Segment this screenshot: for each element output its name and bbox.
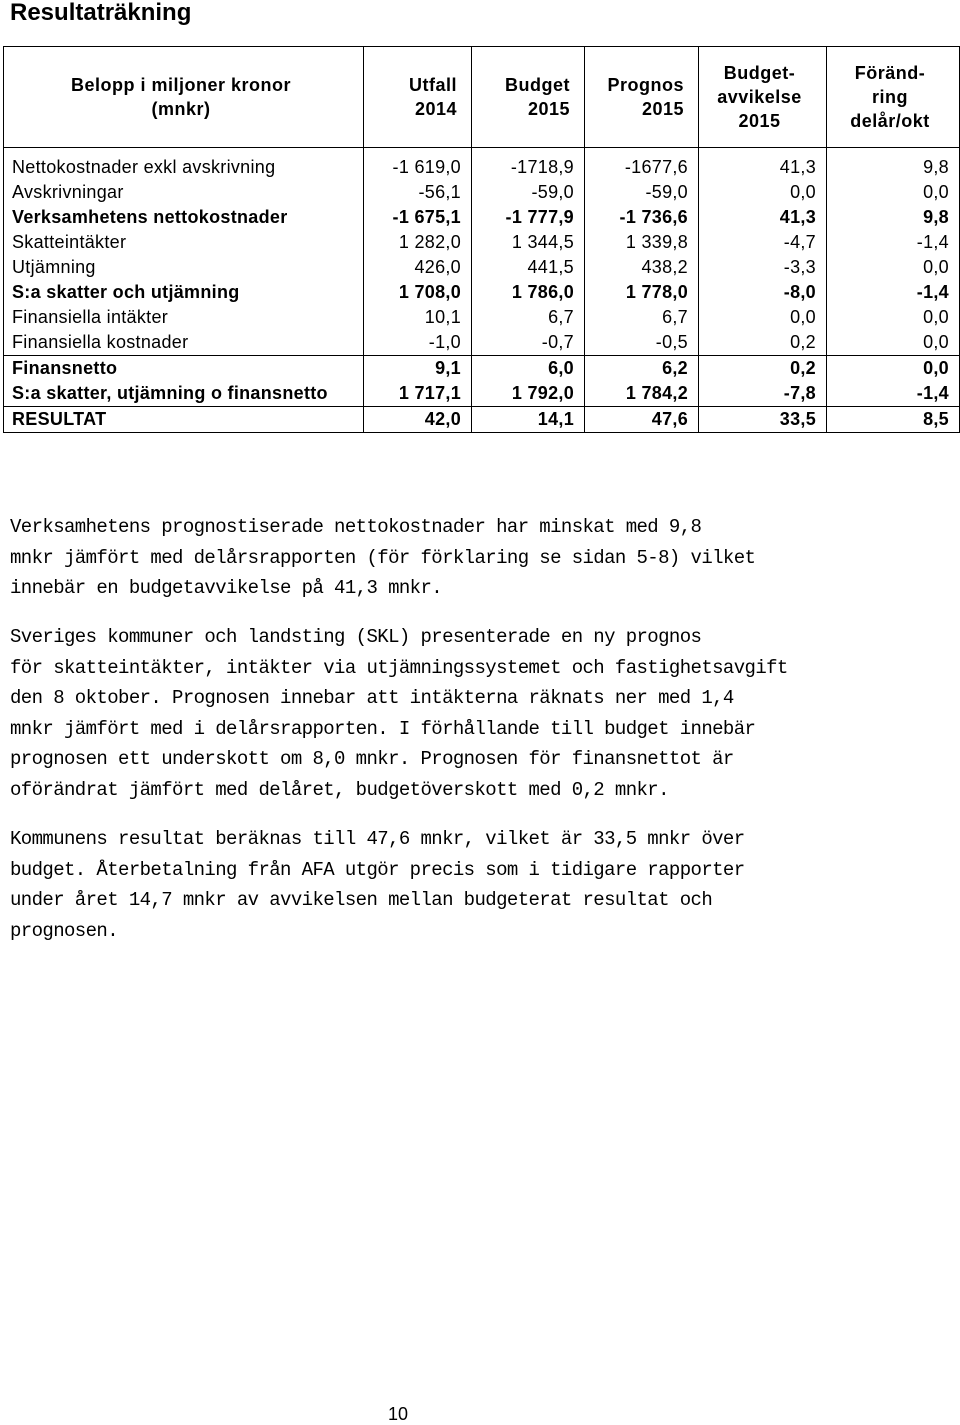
- cell-forandring: -1,4: [827, 381, 960, 407]
- cell-prognos: 438,2: [585, 255, 699, 280]
- cell-budget: 6,7: [472, 305, 585, 330]
- paragraph-line: Kommunens resultat beräknas till 47,6 mnkr, vilket är 33,5 mnkr över: [10, 828, 745, 850]
- header-avvikelse-line: Budget-: [723, 63, 796, 83]
- income-statement-table: [3, 46, 960, 433]
- page-number: 10: [388, 1404, 409, 1424]
- cell-utfall: 426,0: [364, 255, 472, 280]
- header-utfall-line: Utfall: [409, 75, 457, 95]
- paragraph-budget-deviation: [10, 512, 810, 604]
- cell-utfall: -56,1: [364, 180, 472, 205]
- cell-budget: 6,0: [472, 356, 585, 382]
- table-row: [4, 255, 960, 280]
- paragraph-line: prognosen.: [10, 919, 119, 942]
- table-row: [4, 381, 960, 407]
- cell-utfall: 1 708,0: [364, 280, 472, 305]
- cell-prognos: 1 778,0: [585, 280, 699, 305]
- paragraph-line: prognosen ett underskott om 8,0 mnkr. Prognosen för finansnettot är: [10, 748, 734, 770]
- header-utfall-line: 2014: [414, 99, 457, 119]
- paragraph-line: under året 14,7 mnkr av avvikelsen mellan budgeterat resultat och: [10, 889, 713, 911]
- paragraph-line: Verksamhetens prognostiserade nettokostnader har minskat med 9,8: [10, 516, 702, 538]
- header-prognos-line: 2015: [641, 99, 684, 119]
- cell-forandring: 8,5: [827, 407, 960, 433]
- cell-avvikelse: 0,0: [699, 305, 827, 330]
- paragraph-line: för skatteintäkter, intäkter via utjämningssystemet och fastighetsavgift: [10, 656, 788, 679]
- cell-forandring: 0,0: [827, 305, 960, 330]
- cell-avvikelse: 0,2: [699, 330, 827, 356]
- table-row: [4, 205, 960, 230]
- cell-avvikelse: -3,3: [699, 255, 827, 280]
- table-row: [4, 280, 960, 305]
- cell-budget: -1718,9: [472, 148, 585, 181]
- cell-budget: -59,0: [472, 180, 585, 205]
- header-prognos-line: Prognos: [607, 75, 684, 95]
- row-label: Finansiella kostnader: [4, 330, 364, 356]
- cell-prognos: -1677,6: [585, 148, 699, 181]
- paragraph-line: mnkr jämfört med delårsrapporten (för förklaring se sidan 5-8) vilket: [10, 546, 756, 569]
- header-avvikelse-line: avvikelse: [717, 87, 802, 107]
- table-row: [4, 330, 960, 356]
- cell-avvikelse: 41,3: [699, 148, 827, 181]
- cell-utfall: -1 675,1: [364, 205, 472, 230]
- paragraph-line: Sveriges kommuner och landsting (SKL) presenterade en ny prognos: [10, 626, 702, 648]
- header-forandring-line: Föränd-: [854, 63, 926, 83]
- paragraph-line: oförändrat jämfört med delåret, budgetöverskott med 0,2 mnkr.: [10, 778, 669, 801]
- header-budget-line: 2015: [527, 99, 570, 119]
- cell-utfall: 1 282,0: [364, 230, 472, 255]
- cell-prognos: 1 339,8: [585, 230, 699, 255]
- header-forandring-line: ring: [872, 87, 908, 107]
- cell-budget: -1 777,9: [472, 205, 585, 230]
- table-row: [4, 356, 960, 382]
- row-label: Avskrivningar: [4, 180, 364, 205]
- cell-prognos: 1 784,2: [585, 381, 699, 407]
- header-budget-line: Budget: [505, 75, 570, 95]
- page-title: Resultaträkning: [10, 0, 192, 26]
- cell-prognos: 6,2: [585, 356, 699, 382]
- cell-forandring: 0,0: [827, 180, 960, 205]
- header-budget: [472, 47, 585, 148]
- row-label: Finansiella intäkter: [4, 305, 364, 330]
- cell-forandring: 9,8: [827, 205, 960, 230]
- cell-prognos: -59,0: [585, 180, 699, 205]
- table-row: [4, 148, 960, 181]
- cell-utfall: -1,0: [364, 330, 472, 356]
- table-row: [4, 305, 960, 330]
- header-label-line: Belopp i miljoner kronor: [70, 75, 292, 95]
- header-label: [4, 47, 364, 148]
- cell-utfall: 10,1: [364, 305, 472, 330]
- cell-avvikelse: -4,7: [699, 230, 827, 255]
- header-prognos: [585, 47, 699, 148]
- cell-forandring: 0,0: [827, 356, 960, 382]
- row-label: Finansnetto: [4, 356, 364, 382]
- cell-utfall: 1 717,1: [364, 381, 472, 407]
- table-row: [4, 180, 960, 205]
- row-label: Skatteintäkter: [4, 230, 364, 255]
- table-row-result: [4, 407, 960, 433]
- cell-utfall: -1 619,0: [364, 148, 472, 181]
- paragraph-line: innebär en budgetavvikelse på 41,3 mnkr.: [10, 577, 443, 599]
- cell-prognos: -1 736,6: [585, 205, 699, 230]
- cell-budget: -0,7: [472, 330, 585, 356]
- cell-budget: 1 344,5: [472, 230, 585, 255]
- cell-avvikelse: 0,2: [699, 356, 827, 382]
- cell-avvikelse: 41,3: [699, 205, 827, 230]
- cell-forandring: 9,8: [827, 148, 960, 181]
- row-label: Verksamhetens nettokostnader: [4, 205, 364, 230]
- cell-budget: 1 792,0: [472, 381, 585, 407]
- cell-utfall: 9,1: [364, 356, 472, 382]
- header-forandring: [827, 47, 960, 148]
- header-avvikelse-line: 2015: [738, 111, 781, 131]
- cell-budget: 14,1: [472, 407, 585, 433]
- cell-forandring: -1,4: [827, 280, 960, 305]
- paragraph-result: [10, 824, 810, 946]
- header-utfall: [364, 47, 472, 148]
- cell-forandring: 0,0: [827, 255, 960, 280]
- header-label-line: (mnkr): [151, 99, 211, 119]
- cell-budget: 1 786,0: [472, 280, 585, 305]
- paragraph-line: budget. Återbetalning från AFA utgör precis som i tidigare rapporter: [10, 858, 745, 881]
- row-label: S:a skatter och utjämning: [4, 280, 364, 305]
- row-label: Nettokostnader exkl avskrivning: [4, 148, 364, 181]
- table-header-row: [4, 47, 960, 148]
- cell-avvikelse: 0,0: [699, 180, 827, 205]
- header-avvikelse: [699, 47, 827, 148]
- paragraph-line: den 8 oktober. Prognosen innebar att intäkterna räknats ner med 1,4: [10, 687, 734, 709]
- cell-budget: 441,5: [472, 255, 585, 280]
- cell-forandring: 0,0: [827, 330, 960, 356]
- paragraph-skl-forecast: [10, 622, 810, 805]
- cell-avvikelse: -7,8: [699, 381, 827, 407]
- paragraph-line: mnkr jämfört med i delårsrapporten. I förhållande till budget innebär: [10, 717, 756, 740]
- row-label: RESULTAT: [4, 407, 364, 433]
- cell-prognos: -0,5: [585, 330, 699, 356]
- table-row: [4, 230, 960, 255]
- cell-forandring: -1,4: [827, 230, 960, 255]
- cell-utfall: 42,0: [364, 407, 472, 433]
- cell-avvikelse: -8,0: [699, 280, 827, 305]
- row-label: Utjämning: [4, 255, 364, 280]
- row-label: S:a skatter, utjämning o finansnetto: [4, 381, 364, 407]
- cell-avvikelse: 33,5: [699, 407, 827, 433]
- header-forandring-line: delår/okt: [850, 111, 930, 131]
- cell-prognos: 6,7: [585, 305, 699, 330]
- cell-prognos: 47,6: [585, 407, 699, 433]
